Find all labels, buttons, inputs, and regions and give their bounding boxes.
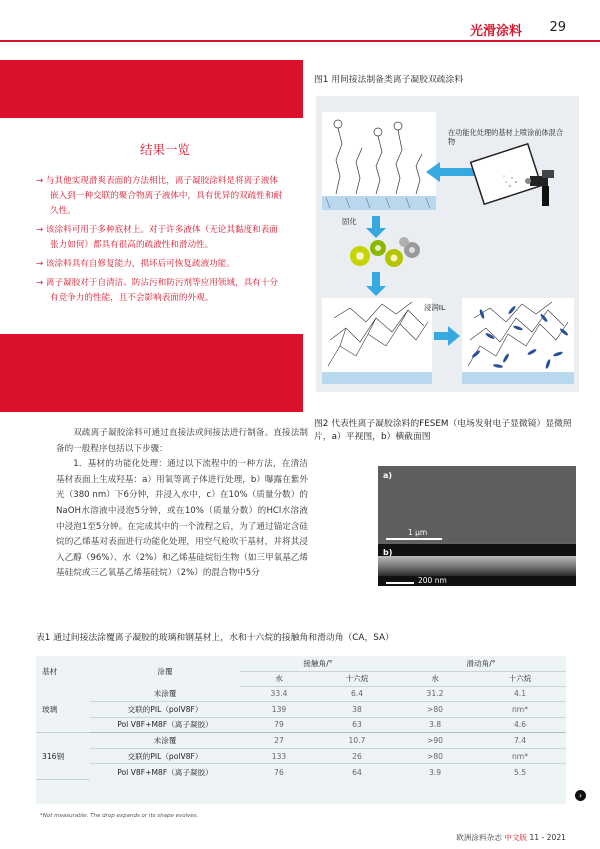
label-cure: 固化 — [342, 217, 357, 226]
figure2-caption: 图2 代表性离子凝胶涂料的FESEM（电场发射电子显微镜）显微照片，a）平视图，b）横截面图 — [314, 419, 572, 442]
cell-value: 133 — [240, 748, 318, 764]
cell-value: 4.6 — [474, 717, 566, 733]
col-header-coating: 涂覆 — [157, 666, 173, 676]
table-row — [36, 702, 566, 718]
col-header-water: 水 — [396, 671, 474, 686]
figure2-micrograph — [378, 466, 576, 586]
page-number: 29 — [549, 20, 566, 35]
cell-value: 3.9 — [428, 767, 442, 777]
summary-title: 结果一览 — [140, 142, 191, 157]
cell-value: 3.8 — [396, 717, 474, 733]
cell-value: 31.2 — [396, 686, 474, 702]
cell-coating: Pol V8F+M8F（离子凝胶） — [117, 767, 213, 777]
cell-value: 76 — [274, 767, 284, 777]
label-spray: 在功能化处理的基材上喷涂前体混合物 — [448, 128, 564, 146]
cell-substrate: 316钢 — [36, 733, 90, 780]
cell-value: 5.5 — [513, 767, 527, 777]
issue-label: 11 - 2021 — [529, 833, 566, 842]
header-rule — [0, 40, 600, 42]
table-title: 表1 通过间接法涂覆离子凝胶的玻璃和钢基材上，水和十六烷的接触角和滑动角（CA，SA） — [36, 633, 394, 643]
cell-value: 7.4 — [474, 733, 566, 749]
table-row — [36, 748, 566, 764]
figure1-svg — [316, 96, 579, 392]
scale-label-b: 200 nm — [418, 576, 447, 585]
cell-value: 10.7 — [318, 733, 396, 749]
col-header-water: 水 — [240, 671, 318, 686]
cell-value: 33.4 — [240, 686, 318, 702]
footer — [456, 832, 566, 843]
figure1-caption: 图1 用间接法制备类离子凝胶双疏涂料 — [314, 75, 464, 85]
cell-coating: 未涂覆 — [90, 686, 240, 702]
panel-ionogel — [462, 298, 574, 374]
cell-value: 6.4 — [318, 686, 396, 702]
summary-box — [0, 118, 303, 334]
cell-value: >80 — [396, 702, 474, 718]
summary-item: → 与其他实现滑爽表面的方法相比，离子凝胶涂料是将离子液体嵌入到一种交联的聚合物离子液体中，具有优异的双疏性和耐久性。 — [36, 176, 283, 216]
scale-bar — [386, 582, 414, 584]
chevron-right-icon[interactable]: › — [575, 790, 586, 801]
substrate-layer — [322, 196, 436, 210]
col-header-hexadecane: 十六烷 — [474, 671, 566, 686]
col-header-sliding-angle: 滑动角/° — [396, 656, 566, 671]
panel-functionalized — [322, 112, 436, 204]
substrate-layer — [462, 372, 574, 384]
substrate-layer — [322, 372, 432, 384]
cell-value: 27 — [240, 733, 318, 749]
summary-item: → 该涂料具有自修复能力，损坏后可恢复疏液功能。 — [36, 259, 235, 269]
label-a: a) — [383, 471, 393, 480]
table-row — [36, 764, 566, 780]
table-footnote: *Not measurable. The drop expands or its shape evolves. — [40, 813, 199, 819]
scale-bar — [386, 538, 442, 540]
col-header-hexadecane: 十六烷 — [318, 671, 396, 686]
cell-value: 63 — [318, 717, 396, 733]
cell-value: nm* — [474, 702, 566, 718]
cell-value: 64 — [352, 767, 362, 777]
section-title: 光滑涂料 — [469, 24, 522, 39]
magazine-name: 欧洲涂料杂志 — [456, 833, 502, 842]
summary-item: → 该涂料可用于多种底材上。对于许多液体（无论其黏度和表面张力如何）都具有很高的疏液性和滑动性。 — [36, 225, 278, 250]
col-header-contact-angle: 接触角/° — [240, 656, 396, 671]
table-row — [36, 733, 566, 749]
cell-value: >80 — [396, 748, 474, 764]
label-b: b) — [383, 548, 393, 557]
paragraph: 双疏离子凝胶涂料可通过直接法或间接法进行制备。直接法制备的一般程序包括以下步骤： — [56, 428, 308, 454]
data-table — [36, 656, 566, 804]
cell-coating: 交联的PIL（polV8F） — [90, 748, 240, 764]
cell-value: nm* — [474, 748, 566, 764]
arrow-down-icon — [366, 272, 386, 296]
cell-value: 38 — [318, 702, 396, 718]
gears-icon — [350, 237, 420, 267]
figure1-diagram — [316, 96, 579, 392]
body-text — [56, 426, 308, 582]
cell-value: 4.1 — [474, 686, 566, 702]
table-row — [36, 717, 566, 733]
summary-item: → 离子凝胶对于自清洁、防沾污和防污剂等应用领域，具有十分有竞争力的性能，且不会影响表面的外观。 — [36, 278, 278, 303]
cell-coating: Pol V8F+M8F（离子凝胶） — [90, 717, 240, 733]
cell-value: 139 — [240, 702, 318, 718]
scale-label-a: 1 μm — [408, 528, 428, 537]
cell-coating: 交联的PIL（polV8F） — [90, 702, 240, 718]
cell-coating: 未涂覆 — [90, 733, 240, 749]
paragraph: 1．基材的功能化处理：通过以下流程中的一种方法，在清洁基材表面上生成羟基：a）用氧等离子体进行处理，b）曝露在紫外光（380 nm）下6分钟，并浸入水中，c）在10%（质量分数）的NaOH水溶液中浸泡5分钟，或在10%（质量分数）的HCl水溶液中浸泡1至5分钟。在完成其中的一个流程之后，为了通过锚定含硅烷的乙烯基对表面进行功能化处理，用空气枪吹干基材，并将其浸入乙醇（96%）、水（2%）和乙烯基硅烷衍生物（如三甲氧基乙烯基硅烷或三乙氧基乙烯基硅烷）（2%）的混合物中5分 — [56, 459, 308, 579]
col-header-substrate: 基材 — [42, 666, 58, 676]
cell-value: 79 — [240, 717, 318, 733]
cross-section-layer — [378, 556, 576, 576]
label-immerse: 浸润IL — [424, 303, 446, 312]
edition-label: 中文版 — [504, 833, 528, 842]
cell-value: >90 — [396, 733, 474, 749]
arrow-right-icon — [434, 326, 460, 346]
cell-value: 26 — [318, 748, 396, 764]
table-row — [36, 686, 566, 702]
cell-substrate: 玻璃 — [36, 686, 90, 733]
